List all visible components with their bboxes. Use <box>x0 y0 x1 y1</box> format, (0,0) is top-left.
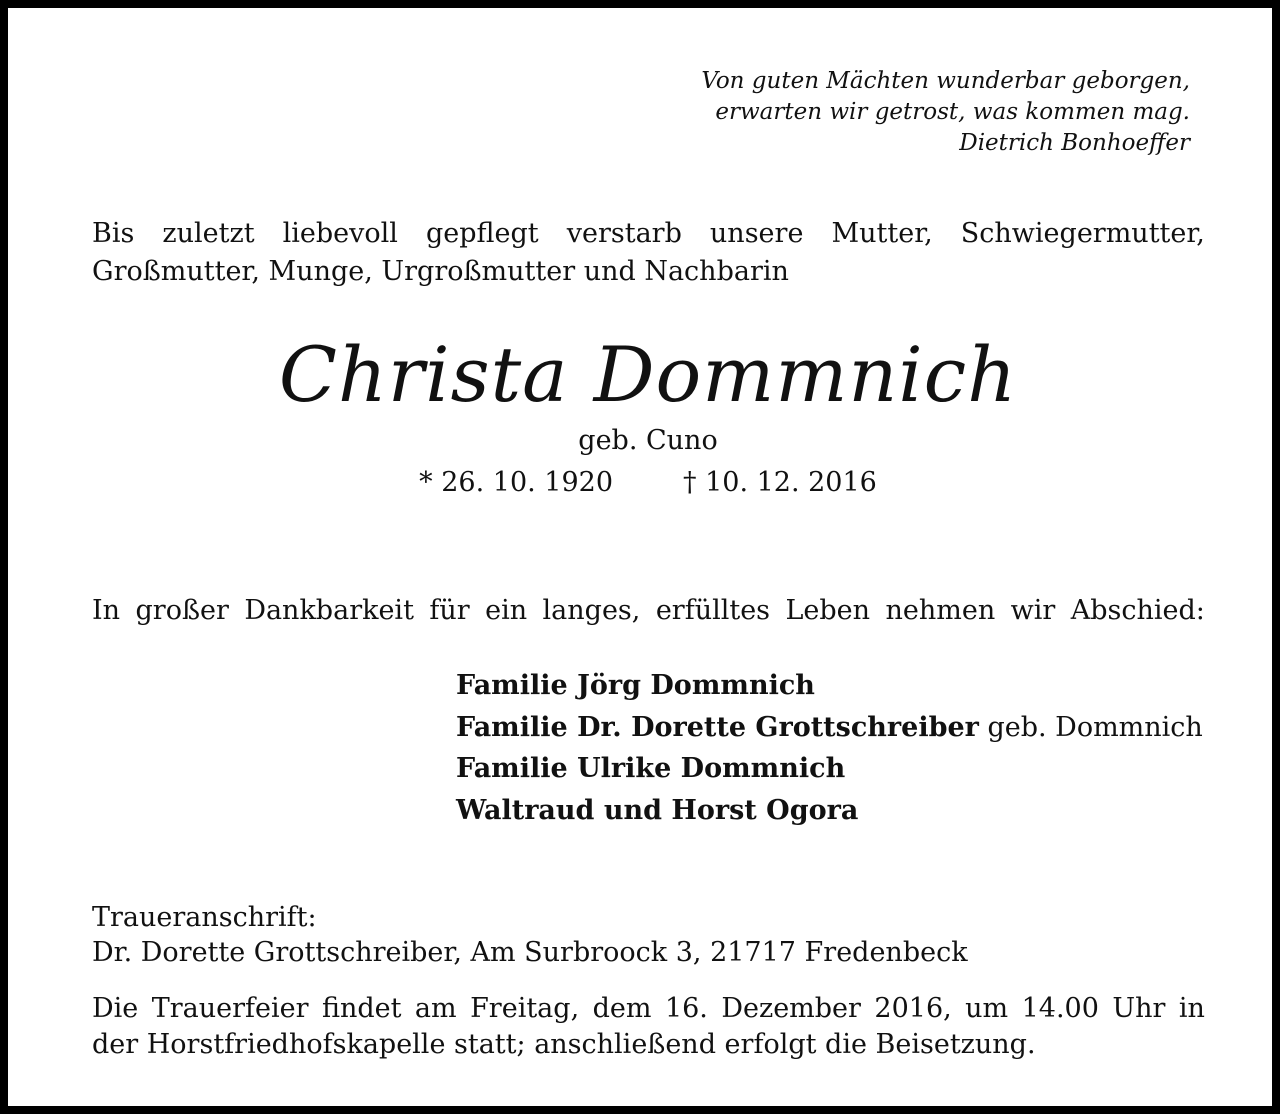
thanks-word: Dankbarkeit <box>244 595 414 626</box>
service-word: findet <box>321 993 402 1024</box>
intro-line-1 <box>92 215 1205 253</box>
intro-text <box>92 215 1205 291</box>
service-line-1 <box>92 991 1205 1027</box>
thanks-word: Abschied: <box>1070 595 1205 626</box>
intro-word: Schwiegermutter, <box>960 218 1205 249</box>
intro-word: Mutter, <box>831 218 933 249</box>
service-word: Freitag, <box>470 993 580 1024</box>
service-word: 2016, <box>874 993 952 1024</box>
service-word: in <box>1178 993 1205 1024</box>
birth-date: * 26. 10. 1920 <box>419 467 613 498</box>
thanks-line <box>92 592 1205 630</box>
intro-line-2: Großmutter, Munge, Urgroßmutter und Nachbarin <box>92 256 789 287</box>
service-word: dem <box>592 993 652 1024</box>
service-line-2: der Horstfriedhofskapelle statt; anschließend erfolgt die Beisetzung. <box>92 1029 1036 1060</box>
thanks-word: In <box>92 595 121 626</box>
mourner-family-2-name: Familie Dr. Dorette Grottschreiber <box>456 711 979 743</box>
address-label: Traueranschrift: <box>92 902 317 933</box>
thanks-word: erfülltes <box>655 595 771 626</box>
thanks-word: Leben <box>785 595 871 626</box>
mourner-family-4: Waltraud und Horst Ogora <box>456 794 859 826</box>
intro-word: zuletzt <box>162 218 255 249</box>
motto-author: Dietrich Bonhoeffer <box>959 130 1190 156</box>
intro-word: verstarb <box>566 218 682 249</box>
intro-word: Bis <box>92 218 135 249</box>
thanks-word: für <box>429 595 470 626</box>
intro-word: unsere <box>709 218 804 249</box>
thanks-word: langes, <box>542 595 641 626</box>
mourners-list <box>456 665 1203 831</box>
life-dates <box>8 465 1280 501</box>
service-word: Trauerfeier <box>151 993 309 1024</box>
thanks-word: großer <box>135 595 229 626</box>
motto-line-1: Von guten Mächten wunderbar geborgen, <box>701 68 1190 94</box>
mourner-family-2-suffix: geb. Dommnich <box>978 711 1203 743</box>
address-value: Dr. Dorette Grottschreiber, Am Surbroock 3, 21717 Fredenbeck <box>92 937 968 968</box>
maiden-name: geb. Cuno <box>578 425 718 456</box>
motto-quote <box>701 66 1190 159</box>
motto-line-2: erwarten wir getrost, was kommen mag. <box>715 99 1190 125</box>
thanks-word: ein <box>485 595 528 626</box>
intro-word: gepflegt <box>425 218 539 249</box>
service-word: am <box>414 993 457 1024</box>
service-word: um <box>965 993 1009 1024</box>
mourner-family-2 <box>456 707 1203 749</box>
thanks-word: wir <box>1010 595 1056 626</box>
mourner-family-1: Familie Jörg Dommnich <box>456 670 815 701</box>
service-word: Uhr <box>1112 993 1166 1024</box>
intro-word: liebevoll <box>282 218 398 249</box>
service-word: 14.00 <box>1021 993 1099 1024</box>
service-word: 16. <box>664 993 708 1024</box>
service-word: Die <box>92 993 139 1024</box>
service-word: Dezember <box>721 993 861 1024</box>
thanks-word: nehmen <box>885 595 996 626</box>
service-notice <box>92 991 1205 1063</box>
death-date: † 10. 12. 2016 <box>683 467 877 498</box>
mourner-family-3: Familie Ulrike Dommnich <box>456 753 846 784</box>
deceased-name: Christa Dommnich <box>278 330 1018 419</box>
